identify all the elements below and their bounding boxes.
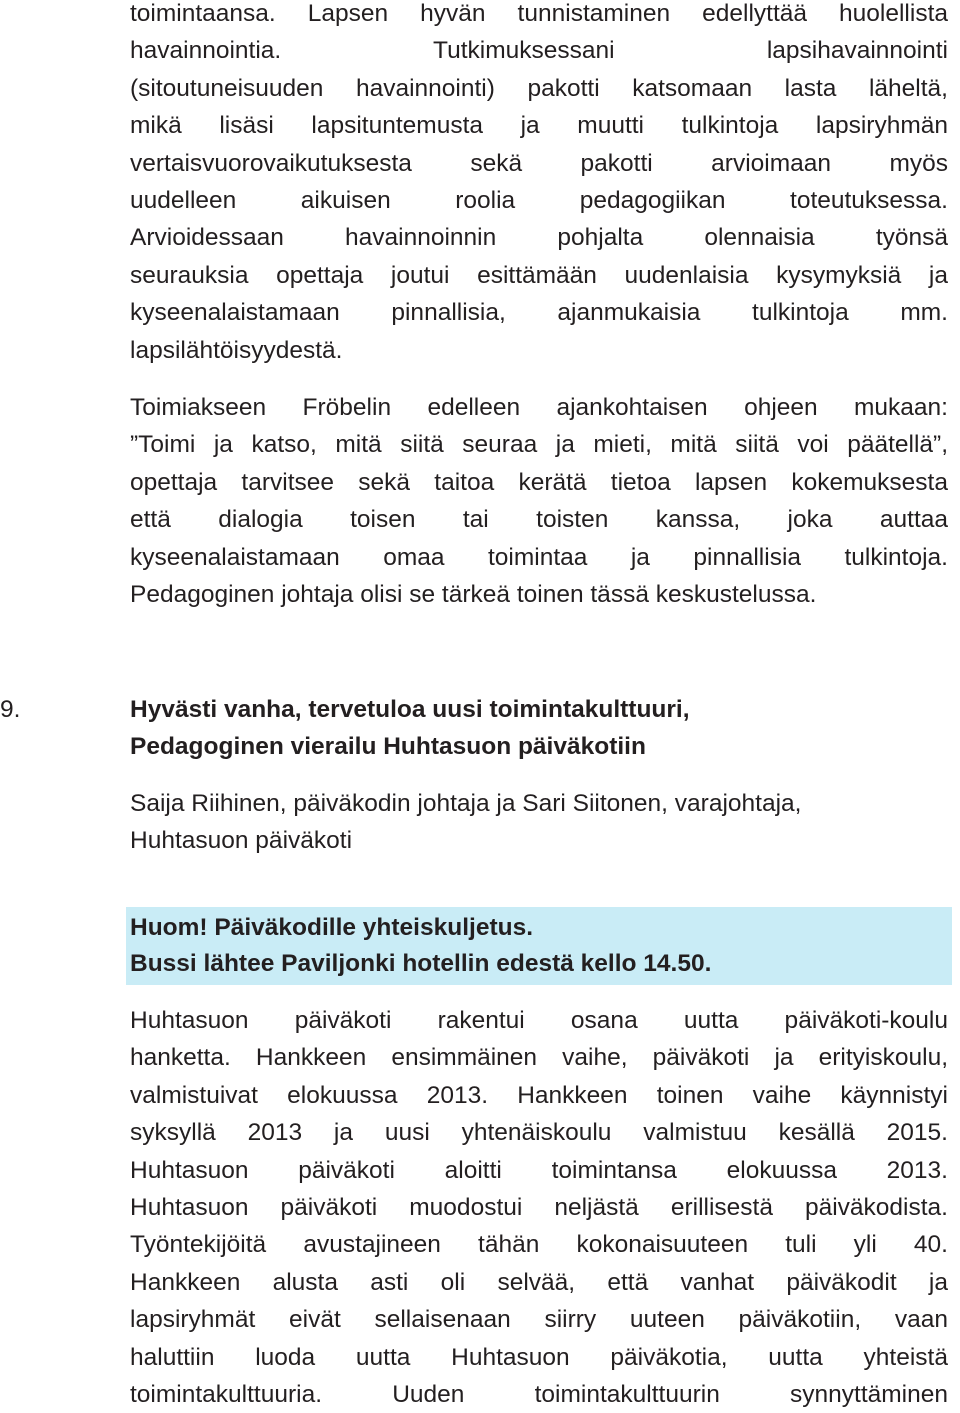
text-line: ”Toimi ja katso, mitä siitä seuraa ja mieti, mitä siitä voi päätellä”, xyxy=(130,431,948,459)
text-line: Huhtasuon päiväkoti aloitti toimintansa elokuussa 2013. xyxy=(130,1156,948,1184)
transport-notice xyxy=(126,907,952,985)
section-title xyxy=(130,691,948,766)
text-line: että dialogia toisen tai toisten kanssa, joka auttaa xyxy=(130,506,948,534)
authors-line: Huhtasuon päiväkoti xyxy=(130,826,353,854)
text-line: Huhtasuon päiväkoti rakentui osana uutta päiväkoti-koulu xyxy=(130,1007,948,1034)
text-line: seurauksia opettaja joutui esittämään uudenlaisia kysymyksiä ja xyxy=(130,261,948,289)
paragraph-huhtasuo xyxy=(130,1002,948,1413)
text-line: opettaja tarvitsee sekä taitoa kerätä tietoa lapsen kokemuksesta xyxy=(130,468,948,496)
text-line: kyseenalaistamaan pinnallisia, ajanmukaisia tulkintoja mm. xyxy=(130,299,948,327)
section-title-line: Pedagoginen vierailu Huhtasuon päiväkotiin xyxy=(130,733,646,761)
text-line: lapsiryhmät eivät sellaisenaan siirry uuteen päiväkotiin, vaan xyxy=(130,1306,948,1334)
text-line: toimintakulttuuria. Uuden toimintakulttuurin synnyttäminen xyxy=(130,1381,948,1409)
notice-line: Huom! Päiväkodille yhteiskuljetus. xyxy=(130,914,534,941)
text-line: toimintaansa. Lapsen hyvän tunnistaminen edellyttää huolellista xyxy=(130,0,948,27)
text-line: valmistuivat elokuussa 2013. Hankkeen toinen vaihe käynnistyi xyxy=(130,1081,948,1109)
text-line: Hankkeen alusta asti oli selvää, että vanhat päiväkodit ja xyxy=(130,1268,948,1296)
text-line: Huhtasuon päiväkoti muodostui neljästä erillisestä päiväkodista. xyxy=(130,1194,948,1222)
section-title-line: Hyvästi vanha, tervetuloa uusi toimintakulttuuri, xyxy=(130,696,690,723)
text-line: havainnointia. Tutkimuksessani lapsihavainnointi xyxy=(130,37,948,65)
text-line: Arvioidessaan havainnoinnin pohjalta olennaisia työnsä xyxy=(130,224,948,252)
text-line: (sitoutuneisuuden havainnointi) pakotti katsomaan lasta läheltä, xyxy=(130,74,948,102)
text-line: lapsilähtöisyydestä. xyxy=(130,336,343,364)
text-line: Toimiakseen Fröbelin edelleen ajankohtaisen ohjeen mukaan: xyxy=(130,394,948,421)
text-line: hanketta. Hankkeen ensimmäinen vaihe, päiväkoti ja erityiskoulu, xyxy=(130,1044,948,1072)
paragraph-observation xyxy=(130,0,948,369)
authors-line: Saija Riihinen, päiväkodin johtaja ja Sari Siitonen, varajohtaja, xyxy=(130,790,802,817)
text-line: mikä lisäsi lapsituntemusta ja muutti tulkintoja lapsiryhmän xyxy=(130,112,948,140)
text-line: vertaisvuorovaikutuksesta sekä pakotti arvioimaan myös xyxy=(130,149,948,177)
section-authors xyxy=(130,786,948,859)
text-line: uudelleen aikuisen roolia pedagogiikan toteutuksessa. xyxy=(130,187,948,215)
text-line: syksyllä 2013 ja uusi yhtenäiskoulu valmistuu kesällä 2015. xyxy=(130,1119,948,1147)
text-line: kyseenalaistamaan omaa toimintaa ja pinnallisia tulkintoja. xyxy=(130,543,948,571)
text-line: haluttiin luoda uutta Huhtasuon päiväkotia, uutta yhteistä xyxy=(130,1343,948,1371)
text-line: Työntekijöitä avustajineen tähän kokonaisuuteen tuli yli 40. xyxy=(130,1231,948,1259)
paragraph-frobel xyxy=(130,389,948,613)
text-line: Pedagoginen johtaja olisi se tärkeä toinen tässä keskustelussa. xyxy=(130,581,817,609)
notice-line: Bussi lähtee Paviljonki hotellin edestä kello 14.50. xyxy=(130,950,712,977)
section-number: 9. xyxy=(0,696,21,723)
